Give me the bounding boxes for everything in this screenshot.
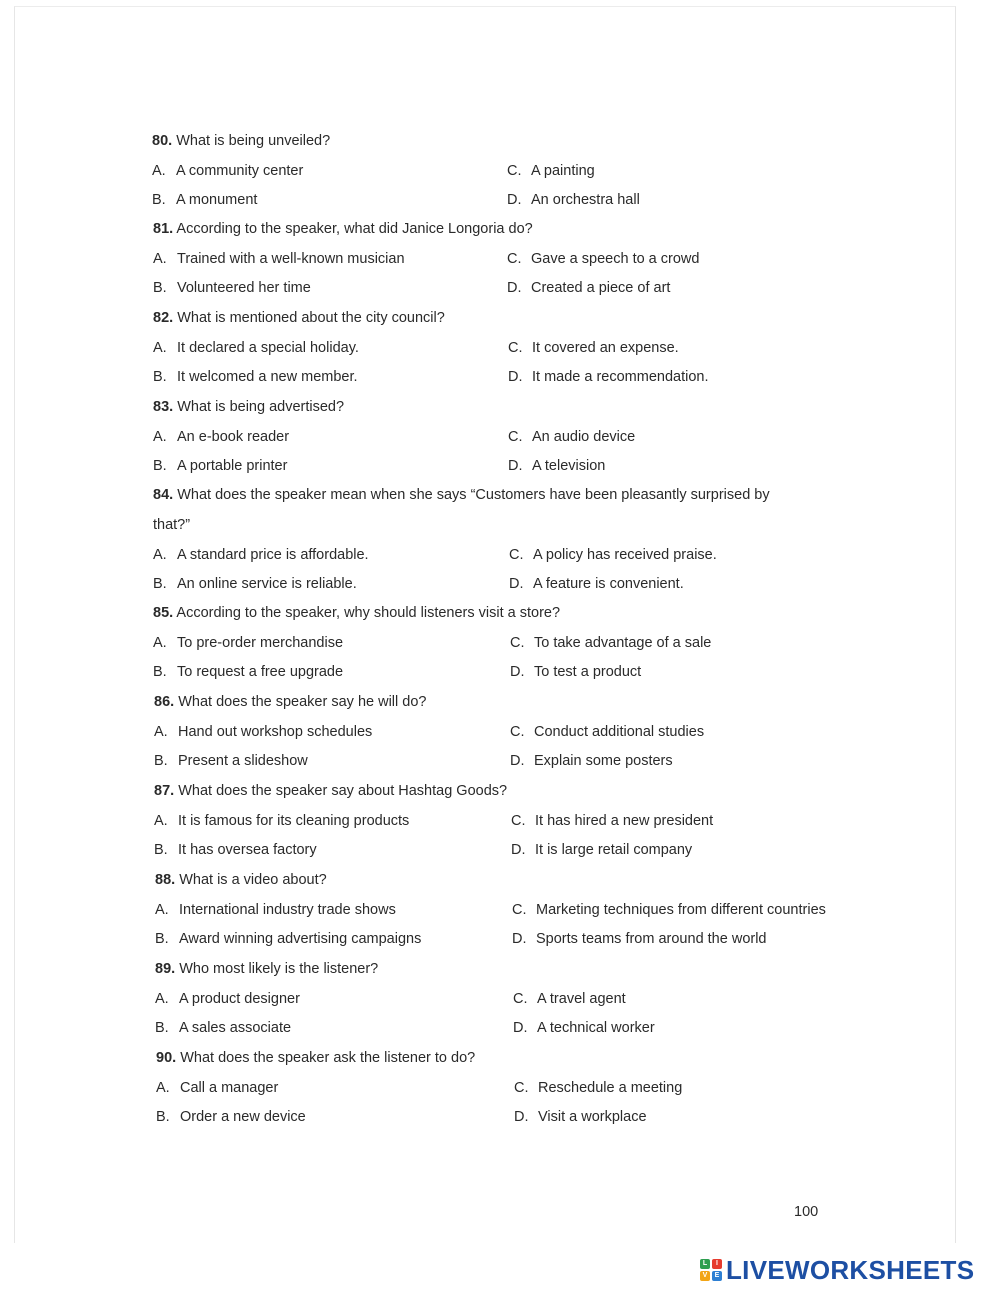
option-text: It covered an expense. (532, 339, 679, 356)
answer-option (507, 251, 699, 267)
question-82 (153, 310, 445, 326)
option-text: To request a free upgrade (177, 664, 344, 681)
question-text: What is mentioned about the city council? (177, 310, 445, 326)
option-letter: B. (155, 1020, 169, 1037)
option-text: Reschedule a meeting (538, 1079, 683, 1096)
option-letter: C. (511, 812, 526, 829)
option-text: A technical worker (537, 1020, 655, 1037)
option-letter: B. (153, 576, 167, 593)
answer-option (510, 664, 641, 680)
option-letter: A. (153, 428, 167, 445)
logo-tiles-icon (700, 1259, 722, 1281)
answer-option (513, 991, 626, 1007)
answer-option (153, 251, 405, 267)
answer-option (154, 842, 317, 858)
question-number: 83. (153, 399, 174, 415)
question-text: What is being unveiled? (176, 133, 331, 149)
option-letter: A. (154, 812, 168, 829)
option-text: Explain some posters (534, 753, 673, 770)
option-text: Gave a speech to a crowd (531, 250, 700, 267)
question-text: According to the speaker, why should listeners visit a store? (176, 605, 561, 621)
option-letter: D. (510, 664, 525, 681)
option-letter: D. (508, 369, 523, 386)
option-text: Order a new device (180, 1109, 306, 1126)
answer-option (153, 547, 369, 563)
option-text: Created a piece of art (531, 280, 671, 297)
logo-tile: E (712, 1271, 722, 1281)
answer-option (510, 753, 673, 769)
option-letter: B. (153, 458, 167, 475)
logo-tile: V (700, 1271, 710, 1281)
option-letter: B. (154, 753, 168, 770)
answer-option (155, 1020, 291, 1036)
option-letter: C. (508, 339, 523, 356)
option-letter: C. (507, 250, 522, 267)
answer-option (152, 163, 303, 179)
option-letter: D. (509, 576, 524, 593)
option-letter: B. (152, 192, 166, 209)
answer-option (153, 429, 289, 445)
answer-option (514, 1109, 647, 1125)
option-text: A travel agent (537, 990, 626, 1007)
option-letter: C. (510, 723, 525, 740)
question-text: What is being advertised? (177, 399, 345, 415)
question-text: What does the speaker ask the listener to do? (180, 1050, 476, 1066)
answer-option (510, 635, 711, 651)
option-letter: C. (508, 428, 523, 445)
answer-option (507, 192, 640, 208)
answer-option (153, 635, 343, 651)
question-number: 80. (152, 133, 173, 149)
question-text: Who most likely is the listener? (179, 961, 379, 977)
option-text: A television (532, 458, 606, 475)
answer-option (509, 547, 717, 563)
question-number: 81. (153, 221, 174, 237)
option-text: Present a slideshow (178, 753, 308, 770)
option-text: Visit a workplace (538, 1109, 647, 1126)
question-number: 84. (153, 487, 174, 503)
answer-option (507, 280, 670, 296)
option-letter: A. (153, 250, 167, 267)
question-number: 86. (154, 694, 175, 710)
answer-option (509, 576, 684, 592)
answer-option (153, 458, 287, 474)
answer-option (508, 429, 635, 445)
option-text: A product designer (179, 990, 300, 1007)
option-text: To pre-order merchandise (177, 634, 344, 651)
answer-option (507, 163, 595, 179)
answer-option (156, 1109, 306, 1125)
answer-option (155, 991, 300, 1007)
option-text: A feature is convenient. (533, 576, 684, 593)
option-letter: C. (512, 901, 527, 918)
option-letter: C. (507, 162, 522, 179)
option-text: Sports teams from around the world (536, 931, 767, 948)
option-text: It made a recommendation. (532, 369, 709, 386)
option-letter: C. (509, 546, 524, 563)
option-letter: B. (153, 369, 167, 386)
option-text: It declared a special holiday. (177, 339, 359, 356)
question-83 (153, 399, 344, 415)
logo-tile: I (712, 1259, 722, 1269)
question-text: What does the speaker say he will do? (178, 694, 427, 710)
question-number: 90. (156, 1050, 177, 1066)
option-letter: D. (507, 192, 522, 209)
option-text: Volunteered her time (177, 280, 311, 297)
option-letter: D. (508, 458, 523, 475)
option-text: A community center (176, 162, 304, 179)
option-text: It is large retail company (535, 842, 693, 859)
option-text: Marketing techniques from different countries (536, 901, 826, 918)
answer-option (153, 369, 358, 385)
option-text: Call a manager (180, 1079, 279, 1096)
option-letter: A. (153, 546, 167, 563)
question-text: What does the speaker say about Hashtag Goods? (178, 783, 508, 799)
question-88 (155, 872, 327, 888)
option-text: To test a product (534, 664, 642, 681)
answer-option (514, 1080, 682, 1096)
answer-option (155, 902, 396, 918)
option-letter: B. (153, 280, 167, 297)
question-87 (154, 783, 507, 799)
option-letter: B. (156, 1109, 170, 1126)
option-text: A portable printer (177, 458, 288, 475)
option-text: An orchestra hall (531, 192, 640, 209)
answer-option (154, 724, 372, 740)
option-letter: D. (514, 1109, 529, 1126)
option-letter: A. (153, 339, 167, 356)
option-letter: D. (511, 842, 526, 859)
option-text: It has hired a new president (535, 812, 714, 829)
answer-option (153, 280, 311, 296)
page-number: 100 (794, 1204, 819, 1220)
logo-text: LIVEWORKSHEETS (726, 1254, 975, 1285)
option-text: Hand out workshop schedules (178, 723, 373, 740)
option-text: International industry trade shows (179, 901, 396, 918)
question-number: 85. (153, 605, 174, 621)
answer-option (156, 1080, 278, 1096)
answer-option (153, 340, 359, 356)
option-letter: A. (152, 162, 166, 179)
answer-option (153, 664, 343, 680)
question-84 (153, 487, 770, 503)
option-letter: D. (512, 931, 527, 948)
option-letter: C. (510, 634, 525, 651)
answer-option (508, 340, 679, 356)
option-letter: A. (153, 634, 167, 651)
option-letter: D. (507, 280, 522, 297)
question-text: What does the speaker mean when she says “Customers have been pleasantly surprised by (177, 487, 770, 503)
question-number: 88. (155, 872, 176, 888)
option-text: A standard price is affordable. (177, 546, 369, 563)
option-text: A painting (531, 162, 595, 179)
answer-option (513, 1020, 655, 1036)
answer-option (511, 842, 692, 858)
question-80 (152, 133, 330, 149)
answer-option (154, 753, 308, 769)
question-number: 89. (155, 961, 176, 977)
option-text: It welcomed a new member. (177, 369, 358, 386)
answer-option (153, 576, 357, 592)
option-letter: B. (154, 842, 168, 859)
option-letter: C. (514, 1079, 529, 1096)
option-letter: B. (153, 664, 167, 681)
option-text: An e-book reader (177, 428, 290, 445)
answer-option (512, 931, 767, 947)
option-text: Conduct additional studies (534, 723, 705, 740)
option-text: A policy has received praise. (533, 546, 717, 563)
question-text: According to the speaker, what did Janice Longoria do? (176, 221, 533, 237)
answer-option (511, 813, 713, 829)
answer-option (152, 192, 257, 208)
option-text: A sales associate (179, 1020, 292, 1037)
option-letter: D. (513, 1020, 528, 1037)
logo-tile: L (700, 1259, 710, 1269)
option-text: An audio device (532, 428, 636, 445)
answer-option (510, 724, 704, 740)
question-85 (153, 605, 560, 621)
question-text: What is a video about? (179, 872, 327, 888)
option-text: Award winning advertising campaigns (179, 931, 422, 948)
question-86 (154, 694, 426, 710)
option-letter: A. (156, 1079, 170, 1096)
option-letter: A. (155, 901, 169, 918)
option-text: To take advantage of a sale (534, 634, 712, 651)
option-letter: C. (513, 990, 528, 1007)
question-number: 87. (154, 783, 175, 799)
answer-option (508, 458, 605, 474)
question-89 (155, 961, 378, 977)
option-letter: A. (155, 990, 169, 1007)
option-text: An online service is reliable. (177, 576, 357, 593)
option-text: It is famous for its cleaning products (178, 812, 410, 829)
answer-option (508, 369, 709, 385)
question-81 (153, 221, 533, 237)
liveworksheets-logo (700, 1255, 974, 1285)
option-text: A monument (176, 192, 258, 209)
question-text-continued: that?” (153, 517, 191, 533)
option-letter: A. (154, 723, 168, 740)
question-number: 82. (153, 310, 174, 326)
option-letter: B. (155, 931, 169, 948)
answer-option (155, 931, 421, 947)
option-letter: D. (510, 753, 525, 770)
answer-option (154, 813, 409, 829)
answer-option (512, 902, 826, 918)
option-text: It has oversea factory (178, 842, 317, 859)
question-90 (156, 1050, 475, 1066)
option-text: Trained with a well-known musician (177, 250, 405, 267)
